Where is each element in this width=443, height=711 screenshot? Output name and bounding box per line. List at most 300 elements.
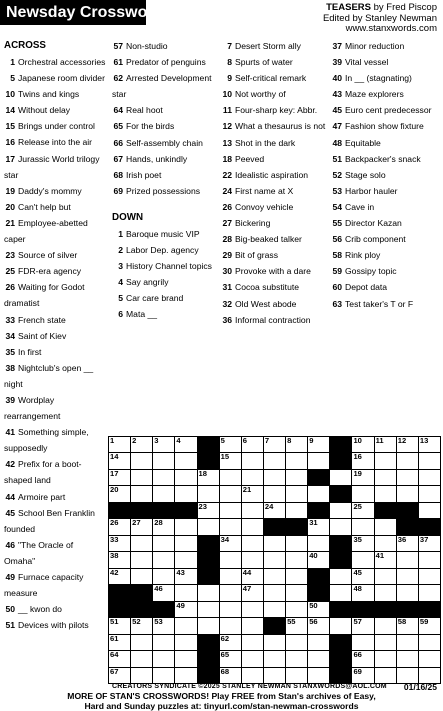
grid-cell[interactable] (108, 436, 131, 453)
grid-cell[interactable] (197, 485, 220, 502)
grid-cell[interactable] (241, 469, 264, 486)
grid-cell[interactable] (241, 667, 264, 684)
grid-cell[interactable] (152, 584, 175, 601)
page-title: Newsday Crossword (6, 4, 164, 21)
grid-cell[interactable] (241, 634, 264, 651)
clue-text: Saint of Kiev (18, 330, 67, 341)
grid-cell[interactable] (374, 436, 397, 453)
cell-number: 58 (397, 617, 407, 627)
grid-cell[interactable] (241, 650, 264, 667)
grid-cell[interactable] (418, 634, 441, 651)
grid-cell[interactable] (307, 551, 330, 568)
cell-number: 56 (309, 617, 318, 627)
clue-column-3 (221, 38, 331, 328)
grid-block (152, 502, 175, 519)
grid-cell[interactable] (351, 551, 374, 568)
grid-block (130, 584, 153, 601)
grid-cell[interactable] (152, 535, 175, 552)
cell-number: 15 (220, 452, 230, 462)
clue-text: __ kwon do (18, 604, 62, 615)
grid-cell[interactable] (241, 518, 264, 535)
clue-number: 29 (222, 250, 232, 261)
cell-number: 64 (110, 650, 119, 660)
grid-cell[interactable] (263, 650, 286, 667)
clue-text: Predator of penguins (126, 57, 206, 68)
grid-cell[interactable] (307, 634, 330, 651)
grid-cell[interactable] (152, 436, 175, 453)
clue-col3-27 (221, 215, 331, 231)
grid-block (418, 518, 441, 535)
grid-cell[interactable] (396, 650, 419, 667)
grid-cell[interactable] (285, 667, 308, 684)
grid-cell[interactable] (263, 568, 286, 585)
grid-cell[interactable] (174, 568, 197, 585)
grid-block (130, 601, 153, 618)
grid-cell[interactable] (396, 551, 419, 568)
cell-number: 43 (176, 567, 185, 577)
grid-block (152, 601, 175, 618)
grid-cell[interactable] (152, 518, 175, 535)
grid-cell[interactable] (174, 535, 197, 552)
cell-number: 23 (198, 501, 207, 511)
grid-cell[interactable] (351, 634, 374, 651)
cell-number: 49 (176, 600, 185, 610)
cell-number: 24 (264, 501, 274, 511)
grid-cell[interactable] (307, 436, 330, 453)
grid-cell[interactable] (174, 452, 197, 469)
grid-cell[interactable] (263, 502, 286, 519)
grid-cell[interactable] (285, 436, 308, 453)
clue-col4-51 (331, 151, 439, 167)
grid-cell[interactable] (152, 551, 175, 568)
grid-cell[interactable] (108, 568, 131, 585)
grid-cell[interactable] (219, 617, 242, 634)
cell-number: 8 (287, 436, 292, 445)
grid-cell[interactable] (219, 551, 242, 568)
grid-cell[interactable] (130, 617, 153, 634)
grid-cell[interactable] (307, 485, 330, 502)
clue-col3-13 (221, 135, 331, 151)
grid-cell[interactable] (108, 469, 131, 486)
grid-cell[interactable] (174, 551, 197, 568)
grid-cell[interactable] (108, 518, 131, 535)
grid-cell[interactable] (285, 551, 308, 568)
grid-cell[interactable] (241, 485, 264, 502)
clue-col2a-61 (112, 54, 220, 70)
clue-col3-22 (221, 167, 331, 183)
clue-col2a-57 (112, 38, 220, 54)
grid-cell[interactable] (219, 535, 242, 552)
clue-number: 26 (5, 282, 15, 293)
grid-block (396, 502, 419, 519)
clue-text: Daddy's mommy (18, 185, 82, 196)
clue-text: Non-studio (126, 41, 168, 51)
grid-cell[interactable] (152, 634, 175, 651)
clue-column-1 (4, 38, 106, 633)
grid-cell[interactable] (307, 601, 330, 618)
grid-block (197, 535, 220, 552)
grid-cell[interactable] (152, 667, 175, 684)
clue-number: 66 (113, 137, 123, 148)
grid-cell[interactable] (418, 551, 441, 568)
grid-cell[interactable] (285, 568, 308, 585)
grid-cell[interactable] (174, 485, 197, 502)
grid-block (263, 617, 286, 634)
grid-cell[interactable] (130, 518, 153, 535)
grid-cell[interactable] (263, 436, 286, 453)
grid-cell[interactable] (418, 617, 441, 634)
grid-cell[interactable] (285, 634, 308, 651)
grid-cell[interactable] (418, 535, 441, 552)
grid-cell[interactable] (374, 452, 397, 469)
grid-cell[interactable] (396, 535, 419, 552)
clue-text: Desert Storm ally (235, 41, 301, 51)
grid-cell[interactable] (285, 485, 308, 502)
grid-cell[interactable] (241, 535, 264, 552)
cell-number: 48 (353, 584, 362, 594)
grid-cell[interactable] (374, 518, 397, 535)
clue-text: Car care brand (126, 293, 184, 304)
clue-text: Cocoa substitute (235, 282, 300, 293)
grid-cell[interactable] (219, 485, 242, 502)
cell-number: 16 (353, 452, 362, 462)
grid-cell[interactable] (285, 469, 308, 486)
grid-cell[interactable] (418, 452, 441, 469)
grid-cell[interactable] (396, 469, 419, 486)
grid-cell[interactable] (329, 568, 352, 585)
grid-cell[interactable] (263, 667, 286, 684)
cell-number: 26 (110, 518, 119, 528)
cell-number: 9 (309, 436, 314, 445)
grid-cell[interactable] (351, 485, 374, 502)
grid-cell[interactable] (307, 518, 330, 535)
clue-number: 24 (222, 185, 232, 196)
grid-cell[interactable] (418, 584, 441, 601)
grid-cell[interactable] (307, 667, 330, 684)
clue-number: 61 (113, 57, 123, 68)
grid-cell[interactable] (152, 568, 175, 585)
grid-cell[interactable] (329, 502, 352, 519)
grid-cell[interactable] (351, 667, 374, 684)
grid-cell[interactable] (241, 617, 264, 634)
grid-cell[interactable] (396, 617, 419, 634)
grid-cell[interactable] (329, 617, 352, 634)
grid-cell[interactable] (174, 584, 197, 601)
grid-cell[interactable] (374, 485, 397, 502)
grid-cell[interactable] (418, 650, 441, 667)
grid-cell[interactable] (418, 436, 441, 453)
grid-cell[interactable] (174, 634, 197, 651)
grid-cell[interactable] (374, 568, 397, 585)
grid-cell[interactable] (130, 485, 153, 502)
grid-cell[interactable] (108, 551, 131, 568)
cell-number: 20 (110, 485, 119, 495)
grid-cell[interactable] (418, 568, 441, 585)
clue-col2b-3 (112, 258, 220, 274)
grid-cell[interactable] (285, 502, 308, 519)
grid-cell[interactable] (108, 617, 131, 634)
clue-text: Self-critical remark (235, 73, 307, 84)
grid-cell[interactable] (130, 436, 153, 453)
grid-cell[interactable] (219, 584, 242, 601)
grid-cell[interactable] (307, 650, 330, 667)
clue-text: Big-beaked talker (235, 234, 302, 245)
clue-number: 1 (10, 57, 15, 67)
grid-cell[interactable] (351, 469, 374, 486)
grid-cell[interactable] (130, 650, 153, 667)
clue-col1-23 (4, 247, 106, 263)
grid-cell[interactable] (241, 584, 264, 601)
clue-number: 58 (332, 250, 342, 261)
grid-cell[interactable] (152, 650, 175, 667)
grid-cell[interactable] (219, 469, 242, 486)
grid-cell[interactable] (396, 485, 419, 502)
grid-cell[interactable] (307, 617, 330, 634)
grid-cell[interactable] (374, 584, 397, 601)
grid-cell[interactable] (418, 469, 441, 486)
grid-cell[interactable] (108, 452, 131, 469)
grid-cell[interactable] (174, 469, 197, 486)
grid-cell[interactable] (396, 634, 419, 651)
clue-text: Self-assembly chain (126, 137, 203, 148)
grid-cell[interactable] (174, 601, 197, 618)
clue-col1-34 (4, 328, 106, 344)
grid-cell[interactable] (285, 452, 308, 469)
cell-number: 18 (198, 468, 207, 478)
grid-block (130, 502, 153, 519)
grid-cell[interactable] (374, 535, 397, 552)
grid-cell[interactable] (351, 518, 374, 535)
grid-cell[interactable] (241, 502, 264, 519)
clue-col2b-5 (112, 290, 220, 306)
clue-number: 52 (332, 169, 342, 180)
clue-col1-42 (4, 456, 106, 488)
grid-cell[interactable] (108, 667, 131, 684)
grid-cell[interactable] (418, 485, 441, 502)
grid-cell[interactable] (219, 650, 242, 667)
grid-cell[interactable] (329, 469, 352, 486)
grid-cell[interactable] (263, 452, 286, 469)
grid-cell[interactable] (174, 617, 197, 634)
clue-text: Vital vessel (345, 57, 389, 68)
grid-cell[interactable] (219, 667, 242, 684)
grid-cell[interactable] (241, 551, 264, 568)
grid-cell[interactable] (219, 601, 242, 618)
grid-block (108, 584, 131, 601)
cell-number: 46 (154, 584, 163, 594)
cell-number: 2 (132, 436, 137, 445)
clue-text: Real hoot (126, 105, 163, 116)
cell-number: 4 (176, 436, 181, 445)
grid-block (307, 469, 330, 486)
grid-cell[interactable] (152, 485, 175, 502)
clue-col4-58 (331, 247, 439, 263)
cell-number: 31 (309, 518, 318, 528)
grid-cell[interactable] (263, 584, 286, 601)
grid-cell[interactable] (285, 650, 308, 667)
grid-cell[interactable] (197, 601, 220, 618)
grid-cell[interactable] (351, 535, 374, 552)
grid-cell[interactable] (197, 584, 220, 601)
clue-text: Bickering (235, 218, 271, 229)
grid-cell[interactable] (374, 634, 397, 651)
clue-number: 49 (5, 572, 15, 582)
grid-cell[interactable] (351, 502, 374, 519)
grid-cell[interactable] (219, 436, 242, 453)
grid-cell[interactable] (174, 667, 197, 684)
clue-col3-12 (221, 118, 331, 134)
grid-block (263, 518, 286, 535)
cell-number: 61 (110, 633, 119, 643)
clue-number: 11 (222, 105, 232, 116)
grid-cell[interactable] (263, 551, 286, 568)
grid-cell[interactable] (351, 436, 374, 453)
grid-cell[interactable] (197, 502, 220, 519)
grid-cell[interactable] (374, 650, 397, 667)
grid-cell[interactable] (263, 469, 286, 486)
grid-cell[interactable] (130, 568, 153, 585)
clue-col4-60 (331, 279, 439, 295)
grid-cell[interactable] (351, 584, 374, 601)
cell-number: 17 (110, 468, 119, 478)
clue-text: Four-sharp key: Abbr. (235, 105, 318, 116)
cell-number: 36 (397, 534, 407, 544)
clue-number: 39 (5, 394, 15, 405)
grid-cell[interactable] (351, 452, 374, 469)
grid-cell[interactable] (329, 584, 352, 601)
grid-cell[interactable] (396, 584, 419, 601)
cell-number: 5 (220, 436, 225, 445)
grid-cell[interactable] (130, 667, 153, 684)
grid-cell[interactable] (108, 485, 131, 502)
clue-text: Hands, unkindly (126, 153, 188, 164)
clue-number: 22 (222, 169, 232, 180)
grid-cell[interactable] (241, 436, 264, 453)
grid-cell[interactable] (263, 535, 286, 552)
grid-cell[interactable] (329, 518, 352, 535)
grid-cell[interactable] (241, 601, 264, 618)
grid-cell[interactable] (197, 469, 220, 486)
cell-number: 45 (353, 567, 362, 577)
grid-cell[interactable] (174, 518, 197, 535)
grid-cell[interactable] (285, 584, 308, 601)
clue-text: Armoire part (18, 491, 66, 502)
clue-col4-63 (331, 296, 439, 312)
grid-block (197, 650, 220, 667)
clue-col3-11 (221, 102, 331, 118)
grid-cell[interactable] (219, 568, 242, 585)
grid-block (329, 551, 352, 568)
grid-cell[interactable] (108, 634, 131, 651)
grid-block (418, 601, 441, 618)
grid-cell[interactable] (285, 535, 308, 552)
clue-number: 10 (222, 89, 232, 100)
cell-number: 34 (220, 534, 230, 544)
cell-number: 3 (154, 436, 159, 445)
grid-cell[interactable] (285, 617, 308, 634)
clue-text: Euro cent predecessor (345, 105, 432, 116)
grid-cell[interactable] (219, 518, 242, 535)
website: www.stanxwords.com (345, 23, 437, 34)
grid-cell[interactable] (396, 436, 419, 453)
grid-cell[interactable] (130, 634, 153, 651)
clue-text: Release into the air (18, 137, 93, 148)
grid-cell[interactable] (374, 667, 397, 684)
grid-cell[interactable] (285, 601, 308, 618)
grid-block (197, 551, 220, 568)
grid-cell[interactable] (241, 452, 264, 469)
grid-cell[interactable] (396, 452, 419, 469)
grid-cell[interactable] (418, 502, 441, 519)
grid-cell[interactable] (307, 535, 330, 552)
grid-block (329, 601, 352, 618)
grid-cell[interactable] (130, 551, 153, 568)
grid-cell[interactable] (152, 617, 175, 634)
grid-cell[interactable] (219, 452, 242, 469)
cell-number: 6 (242, 436, 248, 445)
clue-number: 69 (113, 185, 123, 196)
grid-cell[interactable] (263, 601, 286, 618)
clue-text: Bit of grass (235, 250, 278, 261)
grid-cell[interactable] (374, 617, 397, 634)
grid-cell[interactable] (374, 469, 397, 486)
clue-number: 8 (227, 57, 232, 68)
clue-number: 33 (5, 314, 15, 325)
grid-cell[interactable] (263, 485, 286, 502)
clue-text: First name at X (235, 185, 294, 196)
grid-cell[interactable] (396, 568, 419, 585)
grid-cell[interactable] (152, 452, 175, 469)
grid-cell[interactable] (174, 650, 197, 667)
grid-cell[interactable] (130, 535, 153, 552)
grid-cell[interactable] (108, 650, 131, 667)
grid-cell[interactable] (351, 650, 374, 667)
grid-cell[interactable] (130, 469, 153, 486)
grid-block (197, 667, 220, 684)
grid-cell[interactable] (197, 617, 220, 634)
clue-text: History Channel topics (126, 261, 212, 272)
clue-number: 45 (332, 105, 342, 116)
clue-number: 16 (5, 137, 15, 148)
grid-cell[interactable] (219, 634, 242, 651)
grid-block (197, 436, 220, 453)
clue-col1-45 (4, 505, 106, 537)
clue-number: 23 (5, 250, 15, 261)
clue-text: Cave in (345, 201, 375, 212)
grid-cell[interactable] (197, 518, 220, 535)
grid-cell[interactable] (241, 568, 264, 585)
grid-block (197, 634, 220, 651)
grid-cell[interactable] (307, 452, 330, 469)
clue-col1-25 (4, 263, 106, 279)
grid-cell[interactable] (174, 436, 197, 453)
grid-cell[interactable] (130, 452, 153, 469)
clue-number: 26 (222, 201, 232, 212)
clue-text: Informal contraction (235, 314, 311, 325)
clue-text: Source of silver (18, 250, 78, 261)
grid-cell[interactable] (351, 617, 374, 634)
grid-cell[interactable] (351, 568, 374, 585)
clue-col1-26 (4, 279, 106, 311)
grid-cell[interactable] (108, 535, 131, 552)
grid-cell[interactable] (263, 634, 286, 651)
clue-number: 18 (222, 153, 232, 164)
grid-cell[interactable] (219, 502, 242, 519)
grid-cell[interactable] (374, 551, 397, 568)
cell-number: 52 (132, 617, 141, 627)
grid-cell[interactable] (152, 469, 175, 486)
clue-col1-17 (4, 151, 106, 183)
